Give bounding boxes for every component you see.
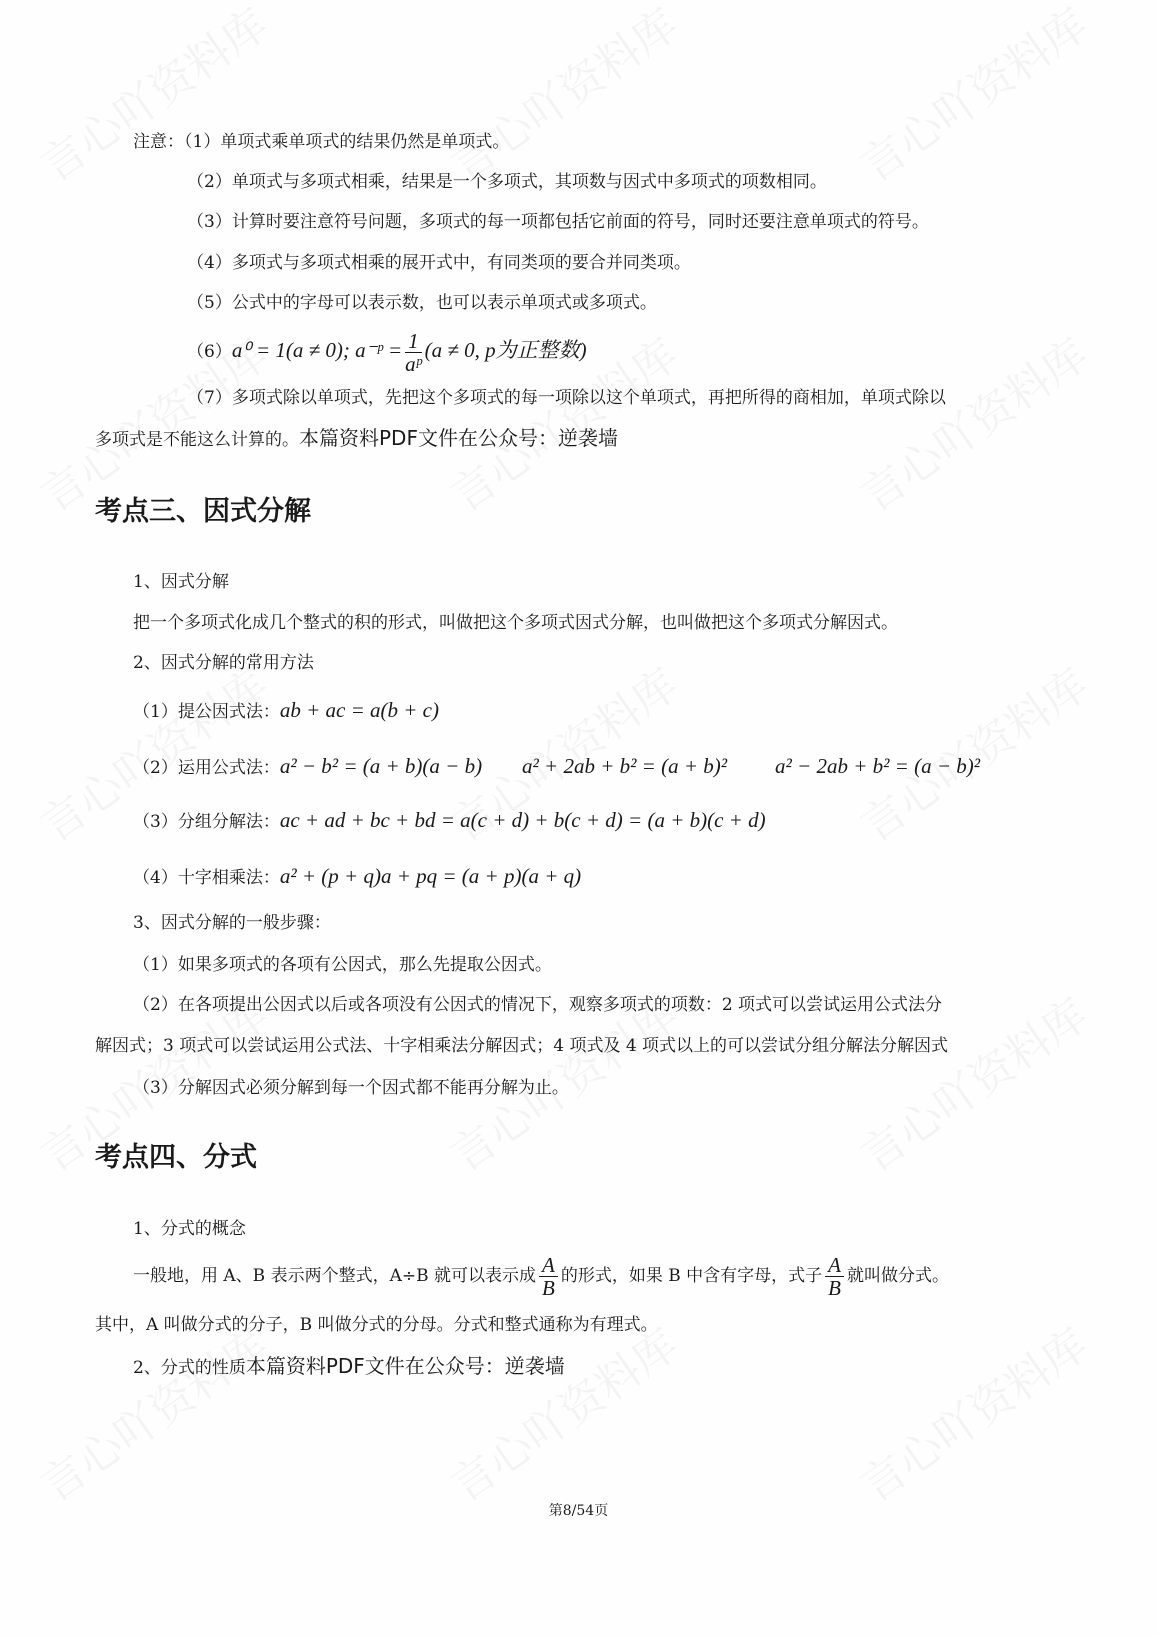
note-5: （5）公式中的字母可以表示数，也可以表示单项式或多项式。: [187, 293, 657, 313]
method-label: （2）运用公式法：: [133, 758, 280, 778]
method-4: [133, 864, 581, 890]
denominator: B: [828, 1276, 841, 1300]
numerator: A: [825, 1254, 844, 1277]
watermark: [26, 0, 279, 194]
denominator: B: [542, 1276, 555, 1300]
method-2: [133, 754, 482, 780]
fraction: [539, 1254, 558, 1299]
text: 就叫做分式。: [846, 1266, 949, 1286]
watermark: [846, 1310, 1099, 1514]
section-4-title: 考点四、分式: [95, 1142, 257, 1173]
denominator: aᵖ: [405, 352, 422, 376]
formula: (a ≠ 0, p为正整数): [424, 338, 587, 362]
ad-text: 本篇资料PDF文件在公众号：逆袭墙: [299, 426, 618, 450]
formula: a² − 2ab + b² = (a − b)²: [775, 754, 981, 778]
method-3: [133, 808, 766, 834]
note-6: [187, 326, 587, 376]
step-2-cont: 解因式；3 项式可以尝试运用公式法、十字相乘法分解因式；4 项式及 4 项式以上的可以尝试分组分解法分解因式: [95, 1036, 949, 1056]
formula: a² + 2ab + b² = (a + b)²: [522, 754, 728, 778]
method-label: （4）十字相乘法：: [133, 868, 280, 888]
note-1: [133, 130, 509, 154]
paragraph: [133, 1252, 949, 1300]
formula: a² + (p + q)a + pq = (a + p)(a + q): [279, 864, 582, 888]
text: 2、分式的性质: [133, 1358, 246, 1378]
step-2: （2）在各项提出公因式以后或各项没有公因式的情况下，观察多项式的项数：2 项式可以尝试运用公式法分: [133, 995, 943, 1015]
notes-label: 注意：: [133, 132, 184, 152]
fraction: [405, 330, 422, 375]
text: 的形式，如果 B 中含有字母，式子: [560, 1266, 823, 1286]
note-6-label: （6）: [187, 342, 232, 362]
subheading: 3、因式分解的一般步骤：: [133, 913, 331, 933]
step-1: （1）如果多项式的各项有公因式，那么先提取公因式。: [133, 955, 552, 975]
watermark: [436, 0, 689, 194]
subheading: 1、因式分解: [133, 572, 229, 592]
watermark: [846, 320, 1099, 524]
watermark: [846, 650, 1099, 854]
section-3-title: 考点三、因式分解: [95, 496, 311, 527]
watermark: [26, 1310, 279, 1514]
numerator: A: [539, 1254, 558, 1277]
method-label: （1）提公因式法：: [133, 702, 280, 722]
text: 一般地，用 A、B 表示两个整式，A÷B 就可以表示成: [133, 1266, 536, 1286]
subheading: [133, 1354, 565, 1380]
fraction: [825, 1254, 844, 1299]
paragraph: 把一个多项式化成几个整式的积的形式，叫做把这个多项式因式分解，也叫做把这个多项式分解因式。: [133, 613, 898, 633]
ad-text: 本篇资料PDF文件在公众号：逆袭墙: [245, 1354, 565, 1378]
formula: a² − b² = (a + b)(a − b): [279, 754, 483, 778]
note-7: （7）多项式除以单项式，先把这个多项式的每一项除以这个单项式，再把所得的商相加，单项式除以: [187, 388, 946, 408]
step-3: （3）分解因式必须分解到每一个因式都不能再分解为止。: [133, 1078, 569, 1098]
note-text: 多项式是不能这么计算的。: [95, 430, 299, 450]
subheading: 2、因式分解的常用方法: [133, 653, 314, 673]
watermark: [846, 0, 1099, 194]
note-text: （1）单项式乘单项式的结果仍然是单项式。: [184, 132, 510, 152]
method-1: [133, 698, 439, 724]
note-4: （4）多项式与多项式相乘的展开式中，有同类项的要合并同类项。: [187, 253, 691, 273]
page-footer: 第8/54页: [548, 1503, 609, 1519]
method-label: （3）分组分解法：: [133, 812, 280, 832]
numerator: 1: [405, 330, 422, 353]
note-2: （2）单项式与多项式相乘，结果是一个多项式，其项数与因式中多项式的项数相同。: [187, 172, 827, 192]
formula: a⁰ = 1(a ≠ 0); a⁻ᵖ =: [231, 338, 403, 362]
formula: ab + ac = a(b + c): [279, 698, 439, 722]
note-3: （3）计算时要注意符号问题，多项式的每一项都包括它前面的符号，同时还要注意单项式的符号。: [187, 212, 929, 232]
subheading: 1、分式的概念: [133, 1219, 246, 1239]
paragraph: 其中，A 叫做分式的分子，B 叫做分式的分母。分式和整式通称为有理式。: [95, 1315, 658, 1335]
watermark: [436, 1310, 689, 1514]
note-7-cont: [95, 426, 618, 452]
formula: ac + ad + bc + bd = a(c + d) + b(c + d) = (a + b)(c + d): [279, 808, 766, 832]
